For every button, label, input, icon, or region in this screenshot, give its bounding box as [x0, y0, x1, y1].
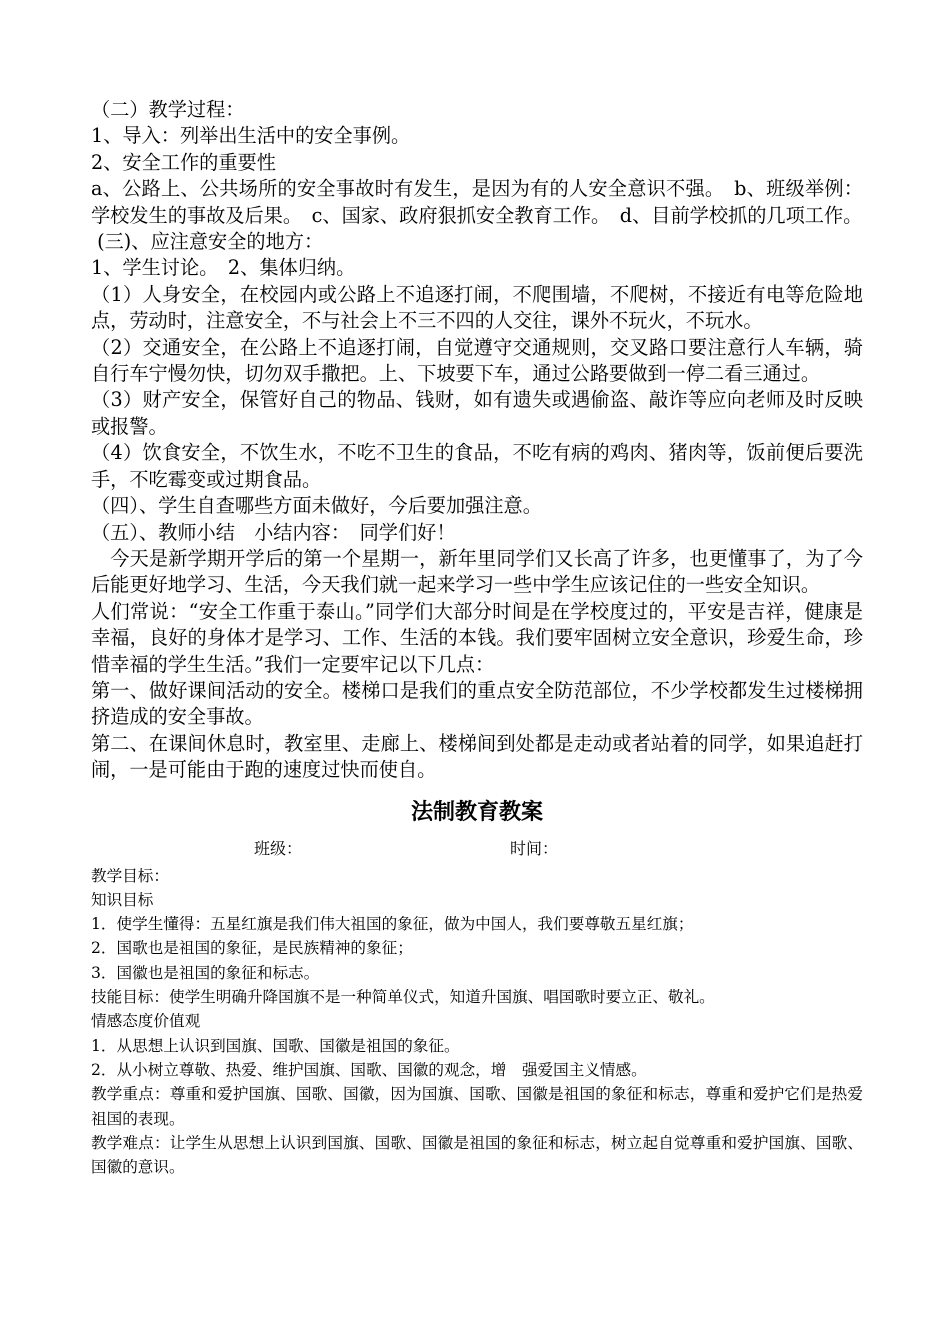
- paragraph: 情感态度价值观: [91, 1012, 201, 1031]
- time-label: 时间：: [510, 838, 559, 858]
- paragraph: 人们常说：“安全工作重于泰山。”同学们大部分时间是在学校度过的，平安是吉祥，健康是幸福，良好的身体才是学习、工作、生活的本钱。我们要牢固树立安全意识，珍爱生命，珍惜幸福的学生生活。”我们一定要牢记以下几点：: [91, 599, 863, 676]
- class-label: 班级：: [254, 838, 303, 858]
- paragraph: （4）饮食安全，不饮生水，不吃不卫生的食品，不吃有病的鸡肉、猪肉等，饭前便后要洗手，不吃霉变或过期食品。: [91, 441, 863, 491]
- paragraph: (三)、应注意安全的地方：: [91, 230, 324, 254]
- paragraph: 知识目标: [91, 890, 154, 909]
- paragraph: 1、导入：列举出生活中的安全事例。: [91, 124, 411, 148]
- paragraph: （五）、教师小结 小结内容： 同学们好！: [91, 520, 456, 544]
- paragraph: 1．使学生懂得：五星红旗是我们伟大祖国的象征，做为中国人，我们要尊敬五星红旗；: [91, 915, 694, 934]
- paragraph: （二）教学过程：: [91, 98, 245, 121]
- paragraph: 技能目标：使学生明确升降国旗不是一种简单仪式，知道升国旗、唱国歌时要立正、敬礼。: [91, 988, 715, 1007]
- paragraph: a、公路上、公共场所的安全事故时有发生，是因为有的人安全意识不强。 b、班级举例：学校发生的事故及后果。 c、国家、政府狠抓安全教育工作。 d、目前学校抓的几项工作。: [91, 177, 863, 227]
- paragraph: 教学目标：: [91, 866, 169, 885]
- lesson-meta: [91, 834, 863, 864]
- safety-lesson-section: [91, 97, 863, 784]
- paragraph: 2．国歌也是祖国的象征，是民族精神的象征；: [91, 939, 413, 958]
- lesson-title: 法制教育教案: [410, 798, 543, 825]
- paragraph: （2）交通安全，在公路上不追逐打闹，自觉遵守交通规则，交叉路口要注意行人车辆，骑自行车宁慢勿快，切勿双手撒把。上、下坡要下车，通过公路要做到一停二看三通过。: [91, 335, 863, 386]
- paragraph: 2、安全工作的重要性: [91, 150, 276, 174]
- paragraph: 今天是新学期开学后的第一个星期一，新年里同学们又长高了许多，也更懂事了，为了今后能更好地学习、生活，今天我们就一起来学习一些中学生应该记住的一些安全知识。: [91, 546, 863, 597]
- paragraph: （四）、学生自查哪些方面未做好，今后要加强注意。: [91, 494, 542, 518]
- paragraph: 1、学生讨论。 2、集体归纳。: [91, 256, 356, 280]
- paragraph: 3．国徽也是祖国的象征和标志。: [91, 963, 320, 982]
- paragraph: 教学重点：尊重和爱护国旗、国歌、国徽，因为国旗、国歌、国徽是祖国的象征和标志，尊重和爱护它们是热爱祖国的表现。: [91, 1085, 863, 1128]
- paragraph: 教学难点：让学生从思想上认识到国旗、国歌、国徽是祖国的象征和标志，树立起自觉尊重和爱护国旗、国歌、国徽的意识。: [91, 1133, 863, 1177]
- paragraph: 第二、在课间休息时，教室里、走廊上、楼梯间到处都是走动或者站着的同学，如果追赶打闹，一是可能由于跑的速度过快而使自。: [91, 731, 863, 782]
- paragraph: 1．从思想上认识到国旗、国歌、国徽是祖国的象征。: [91, 1036, 460, 1055]
- paragraph: （1）人身安全，在校园内或公路上不追逐打闹，不爬围墙，不爬树，不接近有电等危险地点，劳动时，注意安全，不与社会上不三不四的人交往，课外不玩火，不玩水。: [91, 282, 863, 333]
- paragraph: 第一、做好课间活动的安全。楼梯口是我们的重点安全防范部位，不少学校都发生过楼梯拥挤造成的安全事故。: [91, 678, 863, 729]
- document-page: [91, 97, 863, 1179]
- paragraph: （3）财产安全，保管好自己的物品、钱财，如有遗失或遇偷盗、敲诈等应向老师及时反映或报警。: [91, 388, 863, 438]
- law-lesson-section: [91, 864, 863, 1180]
- paragraph: 2．从小树立尊敬、热爱、维护国旗、国歌、国徽的观念，增 强爱国主义情感。: [91, 1060, 647, 1079]
